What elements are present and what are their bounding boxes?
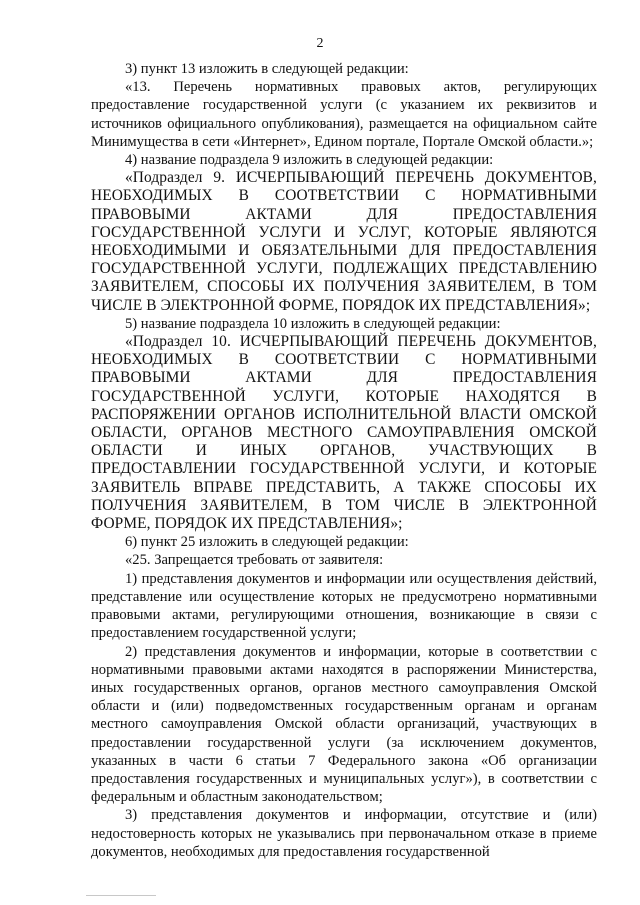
- paragraph-clause-25-sub-2: 2) представления документов и информации, которые в соответствии с нормативными правовыми актами находятся в распоряжении Министерства, иных государственных органов, органов местного самоуправления Омской области и (или) подведомственных государственным органам и органам местного самоуправления Омской области организаций, участвующих в предоставлении государственной услуги (за исключением документов, указанных в части 6 статьи 7 Федерального закона «Об организации предоставления государственных и муниципальных услуг»), в соответствии с федеральным и областным законодательством;: [91, 643, 597, 806]
- paragraph-clause-25-intro: «25. Запрещается требовать от заявителя:: [125, 552, 384, 569]
- paragraph-item-5-heading: 5) название подраздела 10 изложить в следующей редакции:: [125, 315, 501, 332]
- paragraph-clause-25-sub-1: 1) представления документов и информации или осуществления действий, представление или осуществление которых не предусмотрено нормативными правовыми актами, регулирующими отношения, возникающие в связи с предоставлением государственной услуги;: [91, 570, 597, 642]
- paragraph-subsection-10-title: «Подраздел 10. ИСЧЕРПЫВАЮЩИЙ ПЕРЕЧЕНЬ ДОКУМЕНТОВ, НЕОБХОДИМЫХ В СООТВЕТСТВИИ С НОРМАТИВНЫМИ ПРАВОВЫМИ АКТАМИ ДЛЯ ПРЕДОСТАВЛЕНИЯ ГОСУДАРСТВЕННОЙ УСЛУГИ, КОТОРЫЕ НАХОДЯТСЯ В РАСПОРЯЖЕНИИ ОРГАНОВ ИСПОЛНИТЕЛЬНОЙ ВЛАСТИ ОМСКОЙ ОБЛАСТИ, ОРГАНОВ МЕСТНОГО САМОУПРАВЛЕНИЯ ОМСКОЙ ОБЛАСТИ И ИНЫХ ОРГАНОВ, УЧАСТВУЮЩИХ В ПРЕДОСТАВЛЕНИИ ГОСУДАРСТВЕННОЙ УСЛУГИ, И КОТОРЫЕ ЗАЯВИТЕЛЬ ВПРАВЕ ПРЕДСТАВИТЬ, А ТАКЖЕ СПОСОБЫ ИХ ПОЛУЧЕНИЯ ЗАЯВИТЕЛЕМ, В ТОМ ЧИСЛЕ В ЭЛЕКТРОННОЙ ФОРМЕ, ПОРЯДОК ИХ ПРЕДСТАВЛЕНИЯ»;: [91, 333, 597, 533]
- paragraph-clause-25-sub-3: 3) представления документов и информации, отсутствие и (или) недостоверность которых не указывались при первоначальном отказе в приеме документов, необходимых для предоставления государственной: [91, 807, 597, 860]
- paragraph-item-6-heading: 6) пункт 25 изложить в следующей редакции:: [125, 534, 409, 551]
- paragraph-item-3-heading: 3) пункт 13 изложить в следующей редакции:: [125, 61, 409, 77]
- paragraph-item-4-heading: 4) название подраздела 9 изложить в следующей редакции:: [125, 152, 494, 169]
- paragraph-clause-13: «13. Перечень нормативных правовых актов, регулирующих предоставление государственной услуги (с указанием их реквизитов и источников официального опубликования), размещается на официальном сайте Минимущества в сети «Интернет», Едином портале, Портале Омской области.»;: [91, 79, 597, 150]
- paragraph-subsection-9-title: «Подраздел 9. ИСЧЕРПЫВАЮЩИЙ ПЕРЕЧЕНЬ ДОКУМЕНТОВ, НЕОБХОДИМЫХ В СООТВЕТСТВИИ С НОРМАТИВНЫМИ ПРАВОВЫМИ АКТАМИ ДЛЯ ПРЕДОСТАВЛЕНИЯ ГОСУДАРСТВЕННОЙ УСЛУГИ И УСЛУГ, КОТОРЫЕ ЯВЛЯЮТСЯ НЕОБХОДИМЫМИ И ОБЯЗАТЕЛЬНЫМИ ДЛЯ ПРЕДОСТАВЛЕНИЯ ГОСУДАРСТВЕННОЙ УСЛУГИ, ПОДЛЕЖАЩИХ ПРЕДСТАВЛЕНИЮ ЗАЯВИТЕЛЕМ, СПОСОБЫ ИХ ПОЛУЧЕНИЯ ЗАЯВИТЕЛЕМ, В ТОМ ЧИСЛЕ В ЭЛЕКТРОННОЙ ФОРМЕ, ПОРЯДОК ИХ ПРЕДСТАВЛЕНИЯ»;: [91, 169, 597, 314]
- footer-divider: [86, 895, 156, 896]
- document-body: [91, 60, 597, 861]
- page-number: 2: [316, 36, 324, 51]
